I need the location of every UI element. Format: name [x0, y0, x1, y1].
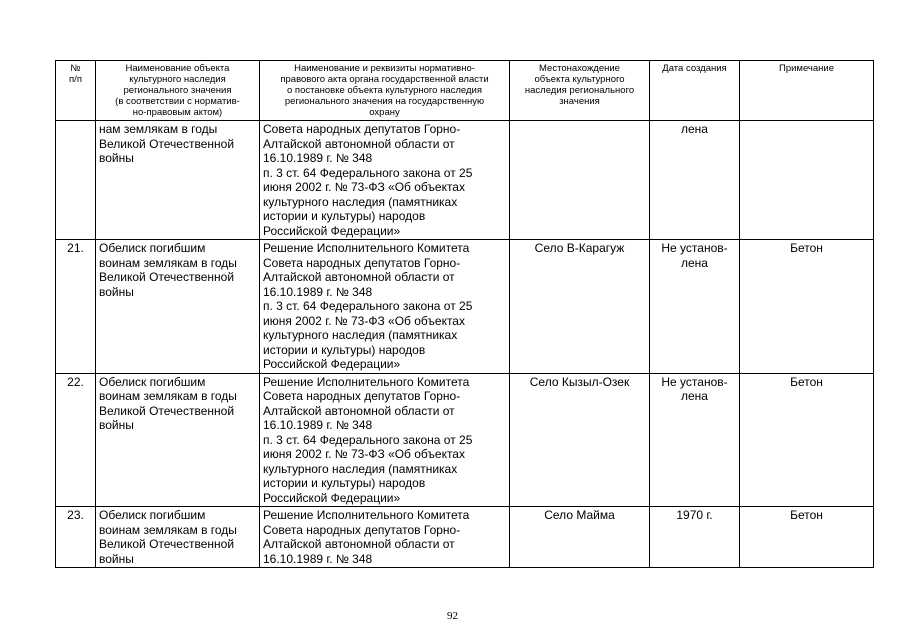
header-legal-act: Наименование и реквизиты нормативно- правового акта органа государственной власти о постановке объекта культурного наследия регионального значения на государственную охрану [260, 61, 510, 121]
cell-object-name: Обелиск погибшим воинам землякам в годы Великой Отечественной войны [96, 507, 260, 568]
cell-note [740, 121, 874, 240]
cell-note: Бетон [740, 507, 874, 568]
table-row [56, 507, 874, 568]
cell-number: 23. [56, 507, 96, 568]
table-row [56, 240, 874, 374]
cell-location: Село Кызыл-Озек [510, 373, 650, 507]
cell-location: Село В-Карагуж [510, 240, 650, 374]
table-header-row [56, 61, 874, 121]
cell-number: 21. [56, 240, 96, 374]
cell-legal-act: Решение Исполнительного Комитета Совета народных депутатов Горно- Алтайской автономной области от 16.10.1989 г. № 348 п. 3 ст. 64 Федерального закона от 25 июня 2002 г. № 73-ФЗ «Об объектах культурного наследия (памятниках истории и культуры) народов Российской Федерации» [260, 373, 510, 507]
page-number: 92 [447, 610, 458, 622]
cell-note: Бетон [740, 240, 874, 374]
cell-creation-date: Не установ- лена [650, 373, 740, 507]
cell-location: Село Майма [510, 507, 650, 568]
cell-object-name: Обелиск погибшим воинам землякам в годы Великой Отечественной войны [96, 373, 260, 507]
cell-creation-date: лена [650, 121, 740, 240]
heritage-objects-table [55, 60, 874, 568]
cell-creation-date: Не установ- лена [650, 240, 740, 374]
cell-legal-act: Решение Исполнительного Комитета Совета народных депутатов Горно- Алтайской автономной области от 16.10.1989 г. № 348 п. 3 ст. 64 Федерального закона от 25 июня 2002 г. № 73-ФЗ «Об объектах культурного наследия (памятниках истории и культуры) народов Российской Федерации» [260, 240, 510, 374]
header-number: № п/п [56, 61, 96, 121]
cell-creation-date: 1970 г. [650, 507, 740, 568]
cell-object-name: Обелиск погибшим воинам землякам в годы Великой Отечественной войны [96, 240, 260, 374]
header-note: Примечание [740, 61, 874, 121]
header-object-name: Наименование объекта культурного наследия регионального значения (в соответствии с норматив- но-правовым актом) [96, 61, 260, 121]
cell-location [510, 121, 650, 240]
cell-number [56, 121, 96, 240]
cell-note: Бетон [740, 373, 874, 507]
table-row [56, 121, 874, 240]
header-creation-date: Дата создания [650, 61, 740, 121]
cell-object-name: нам землякам в годы Великой Отечественной войны [96, 121, 260, 240]
cell-legal-act: Решение Исполнительного Комитета Совета народных депутатов Горно- Алтайской автономной области от 16.10.1989 г. № 348 [260, 507, 510, 568]
header-location: Местонахождение объекта культурного наследия регионального значения [510, 61, 650, 121]
cell-number: 22. [56, 373, 96, 507]
cell-legal-act: Совета народных депутатов Горно- Алтайской автономной области от 16.10.1989 г. № 348 п. 3 ст. 64 Федерального закона от 25 июня 2002 г. № 73-ФЗ «Об объектах культурного наследия (памятниках истории и культуры) народов Российской Федерации» [260, 121, 510, 240]
table-row [56, 373, 874, 507]
